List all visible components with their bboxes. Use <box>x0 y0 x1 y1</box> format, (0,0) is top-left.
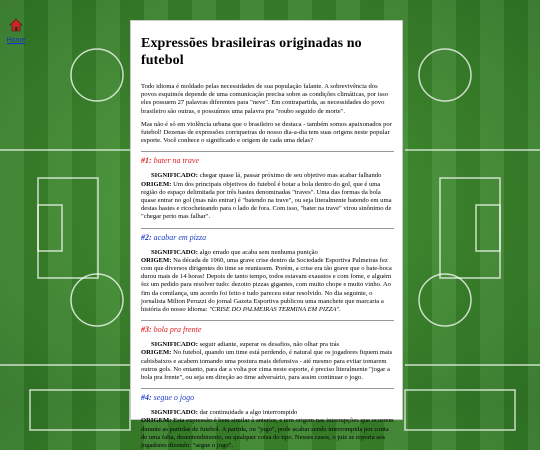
section-title: bola pra frente <box>153 325 202 335</box>
article-container <box>130 20 403 450</box>
meaning-label: SIGNIFICADO: <box>151 172 198 180</box>
divider <box>141 388 394 389</box>
home-icon <box>9 18 23 32</box>
origin-label: ORIGEM: <box>141 256 172 264</box>
headline-quote: "CRISE DO PALMEIRAS TERMINA EM PIZZA". <box>209 306 341 314</box>
meaning-label: SIGNIFICADO: <box>151 341 198 349</box>
section-heading <box>141 156 394 166</box>
section-number: #3: <box>141 325 152 335</box>
section-bater-na-trave <box>141 151 394 221</box>
section-title: acabar em pizza <box>153 232 207 242</box>
divider <box>141 320 394 321</box>
intro-paragraph-2: Mas não é só em violência urbana que o brasileiro se destaca - também somos apaixonados por futebol! Dezenas de expressões corriqueiras do nosso dia-a-dia tem suas origens neste popular esporte. Você conhece o significado e origem de cada uma delas? <box>141 120 392 145</box>
origin-label: ORIGEM: <box>141 349 172 357</box>
home-label[interactable]: Home <box>6 37 26 44</box>
intro-paragraph-1: Todo idioma é moldado pelas necessidades de sua população falante. A sobrevivência dos povos esquimós depende de uma comunicação precisa sobre as condições climáticas, por isso eles possuem 27 palavras diferentes para "neve". Em contrapartida, as necessidades do povo brasileiro são outras, e possuímos uma palavra pra "roubo seguido de morte". <box>141 83 389 115</box>
section-heading <box>141 233 394 243</box>
meaning-value: chegar quase lá, passar próximo de seu objetivo mas acabar falhando <box>199 172 382 180</box>
page-title: Expressões brasileiras originadas no futebol <box>141 36 362 68</box>
meaning-value: algo errado que acaba sem nenhuma punição <box>199 248 318 256</box>
origin-label: ORIGEM: <box>141 180 172 188</box>
origin-value: No futebol, quando um time está perdendo, é natural que os jogadores fiquem mais cabisbaixos e acabem tomando uma postura mais defensiva - até mesmo para evitar tomarem outros gols. No entanto, para dar a volta por cima neste esporte, é preciso literalmente "jogar a bola pra frente", ou seja em direção ao time adversário, para assim continuar o jogo. <box>141 349 393 382</box>
section-acabar-em-pizza <box>141 228 394 315</box>
meaning-label: SIGNIFICADO: <box>151 409 198 417</box>
section-number: #1: <box>141 156 152 166</box>
meaning-text <box>141 409 394 450</box>
meaning-value: seguir adiante, superar os desafios, não olhar pra trás <box>199 341 340 349</box>
home-link[interactable] <box>6 18 26 45</box>
section-title: bater na trave <box>153 156 199 166</box>
meaning-label: SIGNIFICADO: <box>151 248 198 256</box>
origin-value: Um dos principais objetivos do futebol é botar a bola dentro do gol, que é uma região do espaço delimitada por três hastes denominadas "traves". Uma das formas da bola quase entrar no gol (mas não entrar) é "batendo na trave", ou seja literalmente batendo em uma destas hastes e ricocheteando para o lado de fora. Com isso, "bater na trave" virou sinônimo de "chegar perto mas falhar". <box>141 180 392 221</box>
section-heading <box>141 325 394 335</box>
origin-value: Na década de 1960, uma grave crise dentro da Sociedade Esportiva Palmeiras fez com que diversos dirigentes do time se reunissem. Porém, a crise era tão grave que o bate-boca durou mais de 14 horas! Depois de tanto tempo, todos estavam exaustos e com fome, e alguém fez um pedido para resolver tudo: dezoito pizzas gigantes, com muito chope e muito vinho. Ao fim da comilança, um acordo foi feito e tudo pareceu estar resolvido. No dia seguinte, o jornalista Milton Peruzzi do jornal Gazeta Esportiva publicou uma manchete que marcaria a história do nosso idioma: <box>141 256 392 314</box>
section-title: segue o jogo <box>153 393 195 403</box>
divider <box>141 228 394 229</box>
section-bola-pra-frente <box>141 320 394 382</box>
origin-label: ORIGEM: <box>141 417 172 425</box>
section-number: #2: <box>141 232 152 242</box>
section-heading <box>141 393 394 403</box>
origin-value: Esta expressão é bem similar à anterior, e tem origem nas interrupções que ocorrem durante as partidas de futebol. A partida, ou "jogo", pode acabar sendo interrompida por conta de uma falta, desentendimento, ou qualquer coisa do tipo. Nesses casos, o juiz se reporta aos jogadores dizendo: "segue o jogo". <box>141 417 394 450</box>
meaning-value: dar continuidade a algo interrompido <box>199 409 298 417</box>
meaning-text <box>141 249 394 315</box>
meaning-text <box>141 172 394 221</box>
section-number: #4: <box>141 393 152 403</box>
divider <box>141 151 394 152</box>
meaning-text <box>141 341 394 382</box>
section-segue-o-jogo <box>141 388 394 450</box>
